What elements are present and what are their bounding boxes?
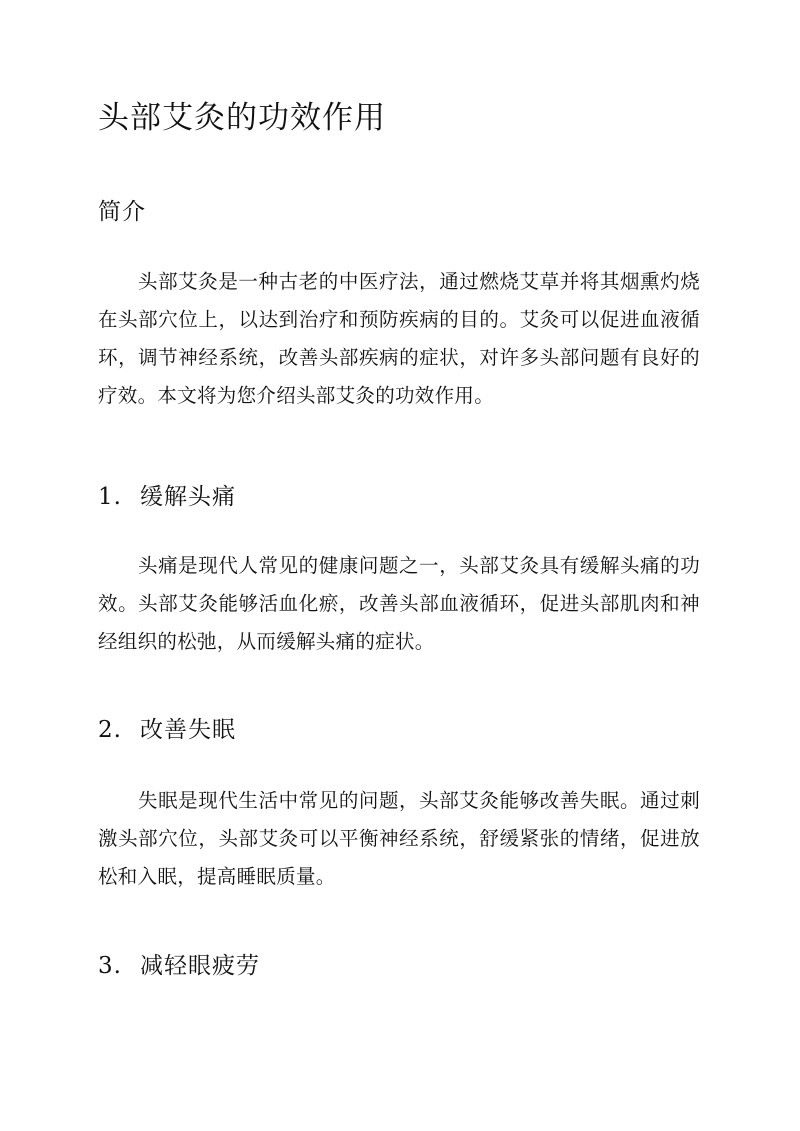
section-heading-text: 减轻眼疲劳 xyxy=(140,953,260,979)
section-heading-text: 改善失眠 xyxy=(140,717,236,743)
section-number: 3. xyxy=(98,953,122,979)
section-heading-text: 简介 xyxy=(98,199,146,225)
section-number: 1. xyxy=(98,484,122,510)
section-heading-intro xyxy=(98,196,146,228)
section-paragraph-1: 头痛是现代人常见的健康问题之一，头部艾灸具有缓解头痛的功效。头部艾灸能够活血化瘀，改善头部血液循环，促进头部肌肉和神经组织的松弛，从而缓解头痛的症状。 xyxy=(98,554,700,653)
section-number: 2. xyxy=(98,717,122,743)
document-title: 头部艾灸的功效作用 xyxy=(98,100,386,136)
section-heading-3 xyxy=(98,950,260,982)
section-heading-1 xyxy=(98,481,236,513)
section-paragraph-2: 失眠是现代生活中常见的问题，头部艾灸能够改善失眠。通过刺激头部穴位，头部艾灸可以平衡神经系统，舒缓紧张的情绪，促进放松和入眠，提高睡眠质量。 xyxy=(98,789,700,888)
section-heading-text: 缓解头痛 xyxy=(140,484,236,510)
section-heading-2 xyxy=(98,714,236,746)
section-paragraph-intro: 头部艾灸是一种古老的中医疗法，通过燃烧艾草并将其烟熏灼烧在头部穴位上，以达到治疗和预防疾病的目的。艾灸可以促进血液循环，调节神经系统，改善头部疾病的症状，对许多头部问题有良好的疗效。本文将为您介绍头部艾灸的功效作用。 xyxy=(98,270,700,407)
